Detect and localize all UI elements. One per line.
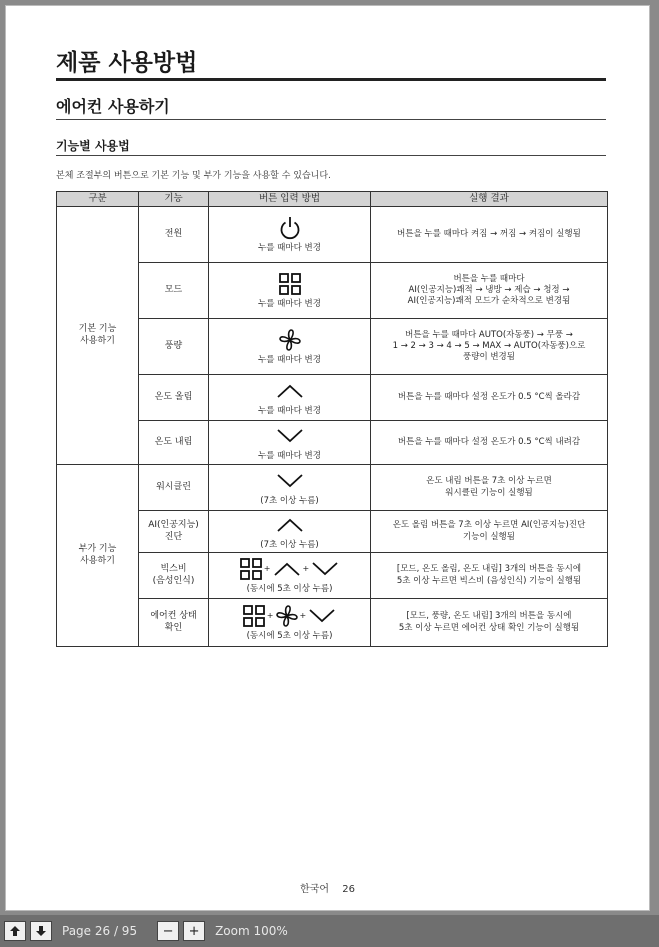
- mode-icon: [242, 604, 266, 628]
- viewer-toolbar: [0, 915, 659, 947]
- page-indicator: Page 26 / 95: [62, 924, 138, 938]
- method-text: 누를 때마다 변경: [258, 451, 321, 462]
- header-result: 실행 결과: [371, 192, 608, 207]
- function-cell: 풍량: [139, 319, 209, 375]
- table-row: [57, 421, 608, 465]
- method-cell: [209, 421, 371, 465]
- page-title: 제품 사용방법: [56, 50, 198, 76]
- chevron-down-icon: [307, 608, 337, 624]
- section-rule: [56, 119, 606, 120]
- button-icons: [211, 270, 368, 298]
- table-row: [57, 263, 608, 319]
- function-cell: 전원: [139, 207, 209, 263]
- button-icons: [211, 511, 368, 539]
- function-cell: AI(인공지능) 진단: [139, 511, 209, 553]
- prev-page-button[interactable]: [4, 921, 26, 941]
- mode-icon: [278, 272, 302, 296]
- plus-sign: +: [299, 611, 307, 621]
- button-icons: [211, 555, 368, 583]
- category-cell: 부가 기능 사용하기: [57, 465, 139, 647]
- table-row: [57, 319, 608, 375]
- method-text: 누를 때마다 변경: [258, 299, 321, 310]
- function-cell: 모드: [139, 263, 209, 319]
- chevron-down-icon: [275, 428, 305, 444]
- method-text: (7초 이상 누름): [260, 540, 319, 551]
- chevron-up-icon: [275, 517, 305, 533]
- next-page-button[interactable]: [30, 921, 52, 941]
- button-icons: [211, 326, 368, 354]
- section-title: 에어컨 사용하기: [56, 97, 170, 116]
- table-row: [57, 375, 608, 421]
- subsection-rule: [56, 155, 606, 156]
- table-row: [57, 511, 608, 553]
- fan-icon: [275, 604, 299, 628]
- header-method: 버튼 입력 방법: [209, 192, 371, 207]
- arrow-up-icon: [9, 925, 21, 937]
- button-icons: [211, 214, 368, 242]
- result-cell: 버튼을 누를 때마다 AI(인공지능)쾌적 → 냉방 → 제습 → 청정 → AI(인공지능)쾌적 모드가 순차적으로 변경됨: [371, 263, 608, 319]
- result-cell: 버튼을 누를 때마다 AUTO(자동풍) → 무풍 → 1 → 2 → 3 → 4 → 5 → MAX → AUTO(자동풍)으로 풍량이 변경됨: [371, 319, 608, 375]
- method-text: 누를 때마다 변경: [258, 243, 321, 254]
- mode-icon: [239, 557, 263, 581]
- result-cell: [모드, 온도 올림, 온도 내림] 3개의 버튼을 동시에 5초 이상 누르면 빅스비 (음성인식) 기능이 실행됨: [371, 553, 608, 599]
- button-icons: [211, 602, 368, 630]
- function-cell: 온도 내림: [139, 421, 209, 465]
- function-table: [56, 191, 608, 647]
- function-cell: 빅스비 (음성인식): [139, 553, 209, 599]
- method-cell: [209, 319, 371, 375]
- button-icons: [211, 377, 368, 405]
- result-cell: [모드, 풍량, 온도 내림] 3개의 버튼을 동시에 5초 이상 누르면 에어컨 상태 확인 기능이 실행됨: [371, 599, 608, 647]
- method-cell: [209, 599, 371, 647]
- table-header-row: [57, 192, 608, 207]
- method-text: (동시에 5초 이상 누름): [246, 631, 333, 642]
- method-cell: [209, 465, 371, 511]
- table-row: [57, 599, 608, 647]
- result-cell: 버튼을 누를 때마다 설정 온도가 0.5 °C씩 올라감: [371, 375, 608, 421]
- plus-sign: +: [263, 564, 271, 574]
- table-row: [57, 465, 608, 511]
- document-page: [5, 5, 650, 911]
- method-cell: [209, 207, 371, 263]
- result-cell: 버튼을 누를 때마다 켜짐 → 꺼짐 → 켜짐이 실행됨: [371, 207, 608, 263]
- method-text: 누를 때마다 변경: [258, 406, 321, 417]
- chevron-up-icon: [272, 561, 302, 577]
- footer-language: 한국어: [300, 884, 330, 895]
- method-cell: [209, 263, 371, 319]
- method-text: (동시에 5초 이상 누름): [246, 584, 333, 595]
- result-cell: 온도 올림 버튼을 7초 이상 누르면 AI(인공지능)진단 기능이 실행됨: [371, 511, 608, 553]
- intro-text: 본체 조절부의 버튼으로 기본 기능 및 부가 기능을 사용할 수 있습니다.: [56, 171, 331, 181]
- power-icon: [279, 215, 301, 241]
- method-cell: [209, 511, 371, 553]
- method-text: 누를 때마다 변경: [258, 355, 321, 366]
- function-cell: 워시클린: [139, 465, 209, 511]
- plus-sign: +: [266, 611, 274, 621]
- fan-icon: [278, 328, 302, 352]
- page-footer: [6, 880, 649, 895]
- subsection-title: 기능별 사용법: [56, 139, 130, 153]
- plus-sign: +: [302, 564, 310, 574]
- chevron-down-icon: [310, 561, 340, 577]
- result-cell: 온도 내림 버튼을 7초 이상 누르면 워시클린 기능이 실행됨: [371, 465, 608, 511]
- zoom-indicator: Zoom 100%: [215, 924, 288, 938]
- zoom-in-button[interactable]: +: [183, 921, 205, 941]
- chevron-down-icon: [275, 473, 305, 489]
- function-cell: 에어컨 상태 확인: [139, 599, 209, 647]
- zoom-out-button[interactable]: −: [157, 921, 179, 941]
- method-cell: [209, 375, 371, 421]
- button-icons: [211, 467, 368, 495]
- category-cell: 기본 기능 사용하기: [57, 207, 139, 465]
- chevron-up-icon: [275, 383, 305, 399]
- button-icons: [211, 422, 368, 450]
- result-cell: 버튼을 누를 때마다 설정 온도가 0.5 °C씩 내려감: [371, 421, 608, 465]
- header-category: 구분: [57, 192, 139, 207]
- table-row: [57, 553, 608, 599]
- arrow-down-icon: [35, 925, 47, 937]
- method-text: (7초 이상 누름): [260, 496, 319, 507]
- table-row: [57, 207, 608, 263]
- footer-page-number: 26: [342, 884, 355, 895]
- title-rule: [56, 78, 606, 81]
- header-function: 기능: [139, 192, 209, 207]
- function-cell: 온도 올림: [139, 375, 209, 421]
- method-cell: [209, 553, 371, 599]
